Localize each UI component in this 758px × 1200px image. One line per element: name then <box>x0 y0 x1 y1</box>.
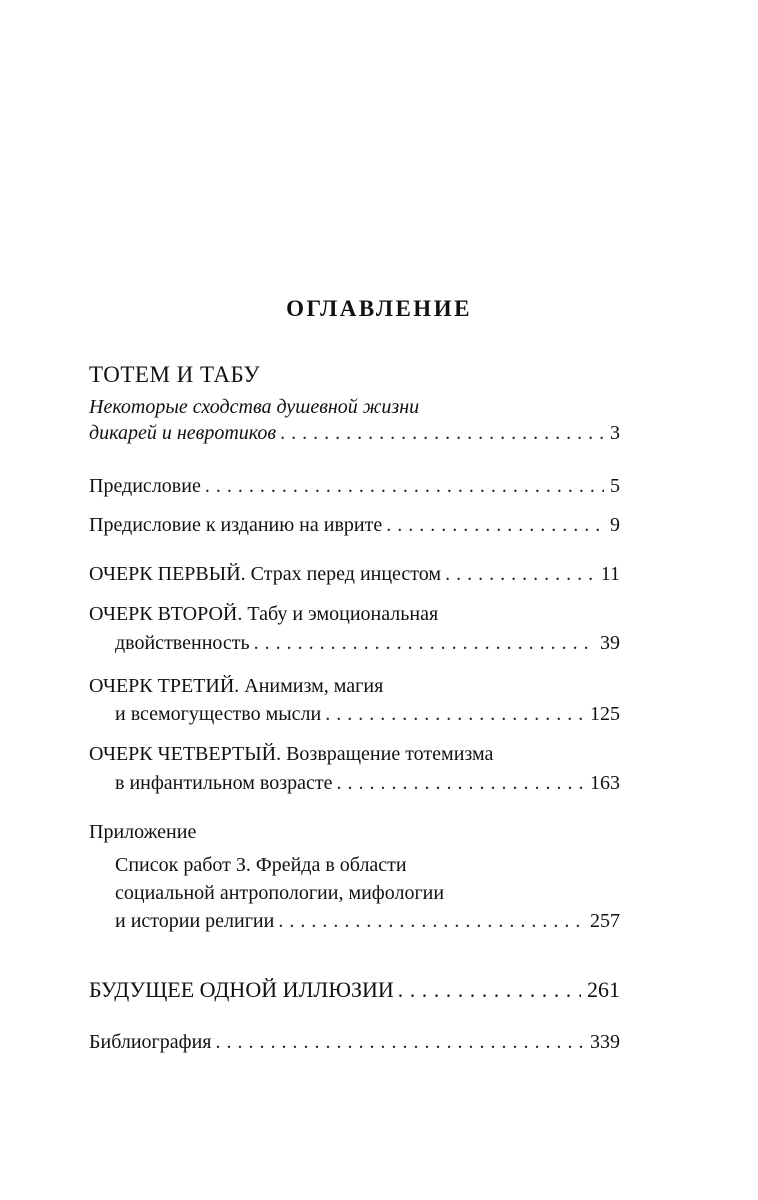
dot-leader <box>205 475 604 498</box>
dot-leader <box>398 977 581 1003</box>
subtitle-line-1: Некоторые сходства душевной жизни <box>89 396 420 418</box>
appendix-heading: Приложение <box>89 821 197 843</box>
toc-entry-text: Предисловие к изданию на иврите <box>89 514 383 536</box>
page-number: 257 <box>590 910 620 932</box>
toc-entry-future-illusion[interactable] <box>89 977 620 1005</box>
toc-entry-bibliography[interactable] <box>89 1031 620 1059</box>
toc-entry-text: и всемогущество мысли <box>115 703 322 725</box>
toc-entry-text: Предисловие <box>89 475 201 497</box>
toc-entry-essay-2[interactable] <box>115 632 620 660</box>
toc-entry-text: в инфантильном возрасте <box>115 772 333 794</box>
essay-4-line-1: ОЧЕРК ЧЕТВЕРТЫЙ. Возвращение тотемизма <box>89 743 494 765</box>
page-number: 39 <box>600 632 620 654</box>
toc-entry-text: БУДУЩЕЕ ОДНОЙ ИЛЛЮЗИИ <box>89 977 394 1002</box>
dot-leader <box>278 910 584 933</box>
page-number: 125 <box>590 703 620 725</box>
toc-entry-text: ОЧЕРК ПЕРВЫЙ. Страх перед инцестом <box>89 563 442 585</box>
page-number: 9 <box>610 514 620 536</box>
page-number: 163 <box>590 772 620 794</box>
toc-entry-text: дикарей и невротиков <box>89 422 277 444</box>
toc-entry-text: Библиография <box>89 1031 212 1053</box>
dot-leader <box>254 632 594 655</box>
page-number: 5 <box>610 475 620 497</box>
toc-entry-essay-1[interactable] <box>89 563 620 591</box>
appendix-line-1: Список работ З. Фрейда в области <box>115 854 407 876</box>
essay-3-line-1: ОЧЕРК ТРЕТИЙ. Анимизм, магия <box>89 675 384 697</box>
dot-leader <box>386 514 604 537</box>
dot-leader <box>280 422 604 445</box>
page-title: ОГЛАВЛЕНИЕ <box>286 296 472 321</box>
toc-entry-preface-hebrew[interactable] <box>89 514 620 542</box>
toc-entry-appendix[interactable] <box>115 910 620 938</box>
toc-entry-essay-4[interactable] <box>115 772 620 800</box>
page-number: 261 <box>587 977 620 1002</box>
section-heading-totem-taboo: ТОТЕМ И ТАБУ <box>89 362 261 387</box>
toc-entry-subtitle[interactable] <box>89 422 620 450</box>
toc-entry-preface[interactable] <box>89 475 620 503</box>
dot-leader <box>337 772 585 795</box>
page-number: 339 <box>590 1031 620 1053</box>
dot-leader <box>216 1031 585 1054</box>
page-number: 11 <box>600 563 620 585</box>
dot-leader <box>445 563 595 586</box>
toc-entry-text: двойственность <box>115 632 250 654</box>
toc-entry-essay-3[interactable] <box>115 703 620 731</box>
toc-entry-text: и истории религии <box>115 910 275 932</box>
page-number: 3 <box>610 422 620 444</box>
appendix-line-2: социальной антропологии, мифологии <box>115 882 445 904</box>
essay-2-line-1: ОЧЕРК ВТОРОЙ. Табу и эмоциональная <box>89 603 439 625</box>
dot-leader <box>325 703 584 726</box>
